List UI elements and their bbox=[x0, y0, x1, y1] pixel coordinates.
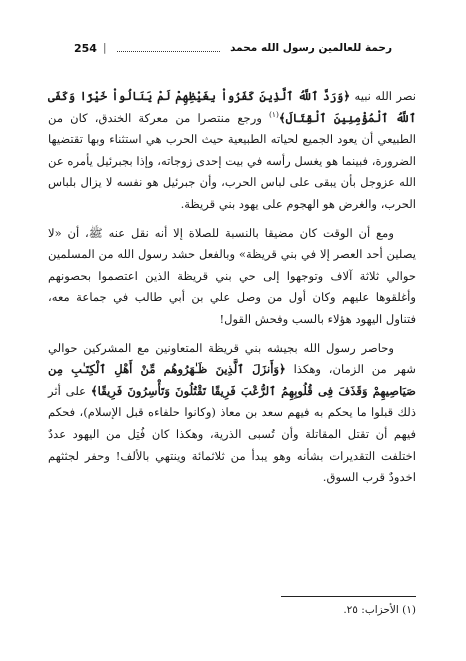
header-dotted-leader bbox=[117, 51, 221, 52]
paragraph-1-intro: نصر الله نبيه bbox=[350, 89, 417, 103]
quran-verse-2: ﴿وَأَنزَلَ ٱلَّذِينَ ظَـٰهَرُوهُم مِّنْ أَهْلِ ٱلْكِتَـٰبِ مِن صَيَاصِيهِمْ وَقَذَفَ فِى قُلُوبِهِمُ ٱلرُّعْبَ فَرِيقًا تَقْتُلُونَ وَتَأْسِرُونَ فَرِيقًا﴾ bbox=[48, 362, 416, 398]
page-body bbox=[48, 86, 416, 489]
paragraph-2 bbox=[48, 223, 416, 331]
paragraph-3-intro: وحاصر رسول الله بجيشه بني قريظة المتعاونين مع المشركين حوالي شهر من الزمان، وهكذا bbox=[48, 340, 416, 377]
paragraph-3-text: على أثر ذلك قبلوا ما يحكم به فيهم سعد بن معاذ (وكانوا حلفاءه قبل الإسلام)، فحكم فيهم أن تقتل المقاتلة وأن تُسبى الذرية، وهكذا كان فُتِل من اليهود عددٌ اختلفت التقديرات بشأنه وهو يبدأ من ثلاثمائة وينتهي بالألف! وحفر لجثثهم اخدودٌ قرب السوق. bbox=[48, 383, 416, 485]
quran-verse-1: ﴿وَرَدَّ ٱللَّهُ ٱلَّذِينَ كَفَرُواْ بِغَيْظِهِمْ لَمْ يَنَالُواْ خَيْرًا وَكَفَى ٱللَّهُ ٱلْمُؤْمِنِينَ ٱلْقِتَالَ﴾ bbox=[48, 89, 416, 125]
page-header bbox=[74, 40, 392, 56]
paragraph-3 bbox=[48, 338, 416, 489]
paragraph-1 bbox=[48, 86, 416, 216]
page-number: 254 bbox=[74, 41, 97, 55]
paragraph-2-text: ومع أن الوقت كان مضيقا بالنسبة للصلاة إلا أنه نقل عنه ﷺ، أن «لا يصلين أحد العصر إلا في بني قريظة» وبالفعل حشد رسول الله من المسلمين حوالي ثلاثة آلاف وتوجهوا إلى حي بني قريظة الذين اعتصموا بحصونهم وأغلقوها عليهم وكان أول من وصل علي بن أبي طالب في جماعة معه، فتناول اليهود هؤلاء بالسب وفحش القول! bbox=[48, 225, 416, 326]
running-title: رحمة للعالمين رسول الله محمد bbox=[230, 42, 392, 54]
footnote-divider bbox=[281, 596, 416, 597]
paragraph-1-text: ورجع منتصرا من معركة الخندق، كان من الطبيعي أن يعود الجميع لحياته الطبيعية حيث الحرب هي استثناء وبها تقتضيها الضرورة، فبينما هو يغسل رأسه في بيت إحدى زوجاته، وإذا بجبرئيل يأمره عن الله عزوجل بأن يبقى على لباس الحرب، وأن جبرئيل هو نفسه لا يزال بلباس الحرب، والغرض هو الهجوم على يهود بني قريظة. bbox=[48, 110, 416, 211]
footnote-ref-1: (١) bbox=[268, 109, 279, 119]
header-separator: | bbox=[102, 42, 107, 54]
footnote: (١) الأحزاب: ٢٥. bbox=[343, 604, 416, 616]
